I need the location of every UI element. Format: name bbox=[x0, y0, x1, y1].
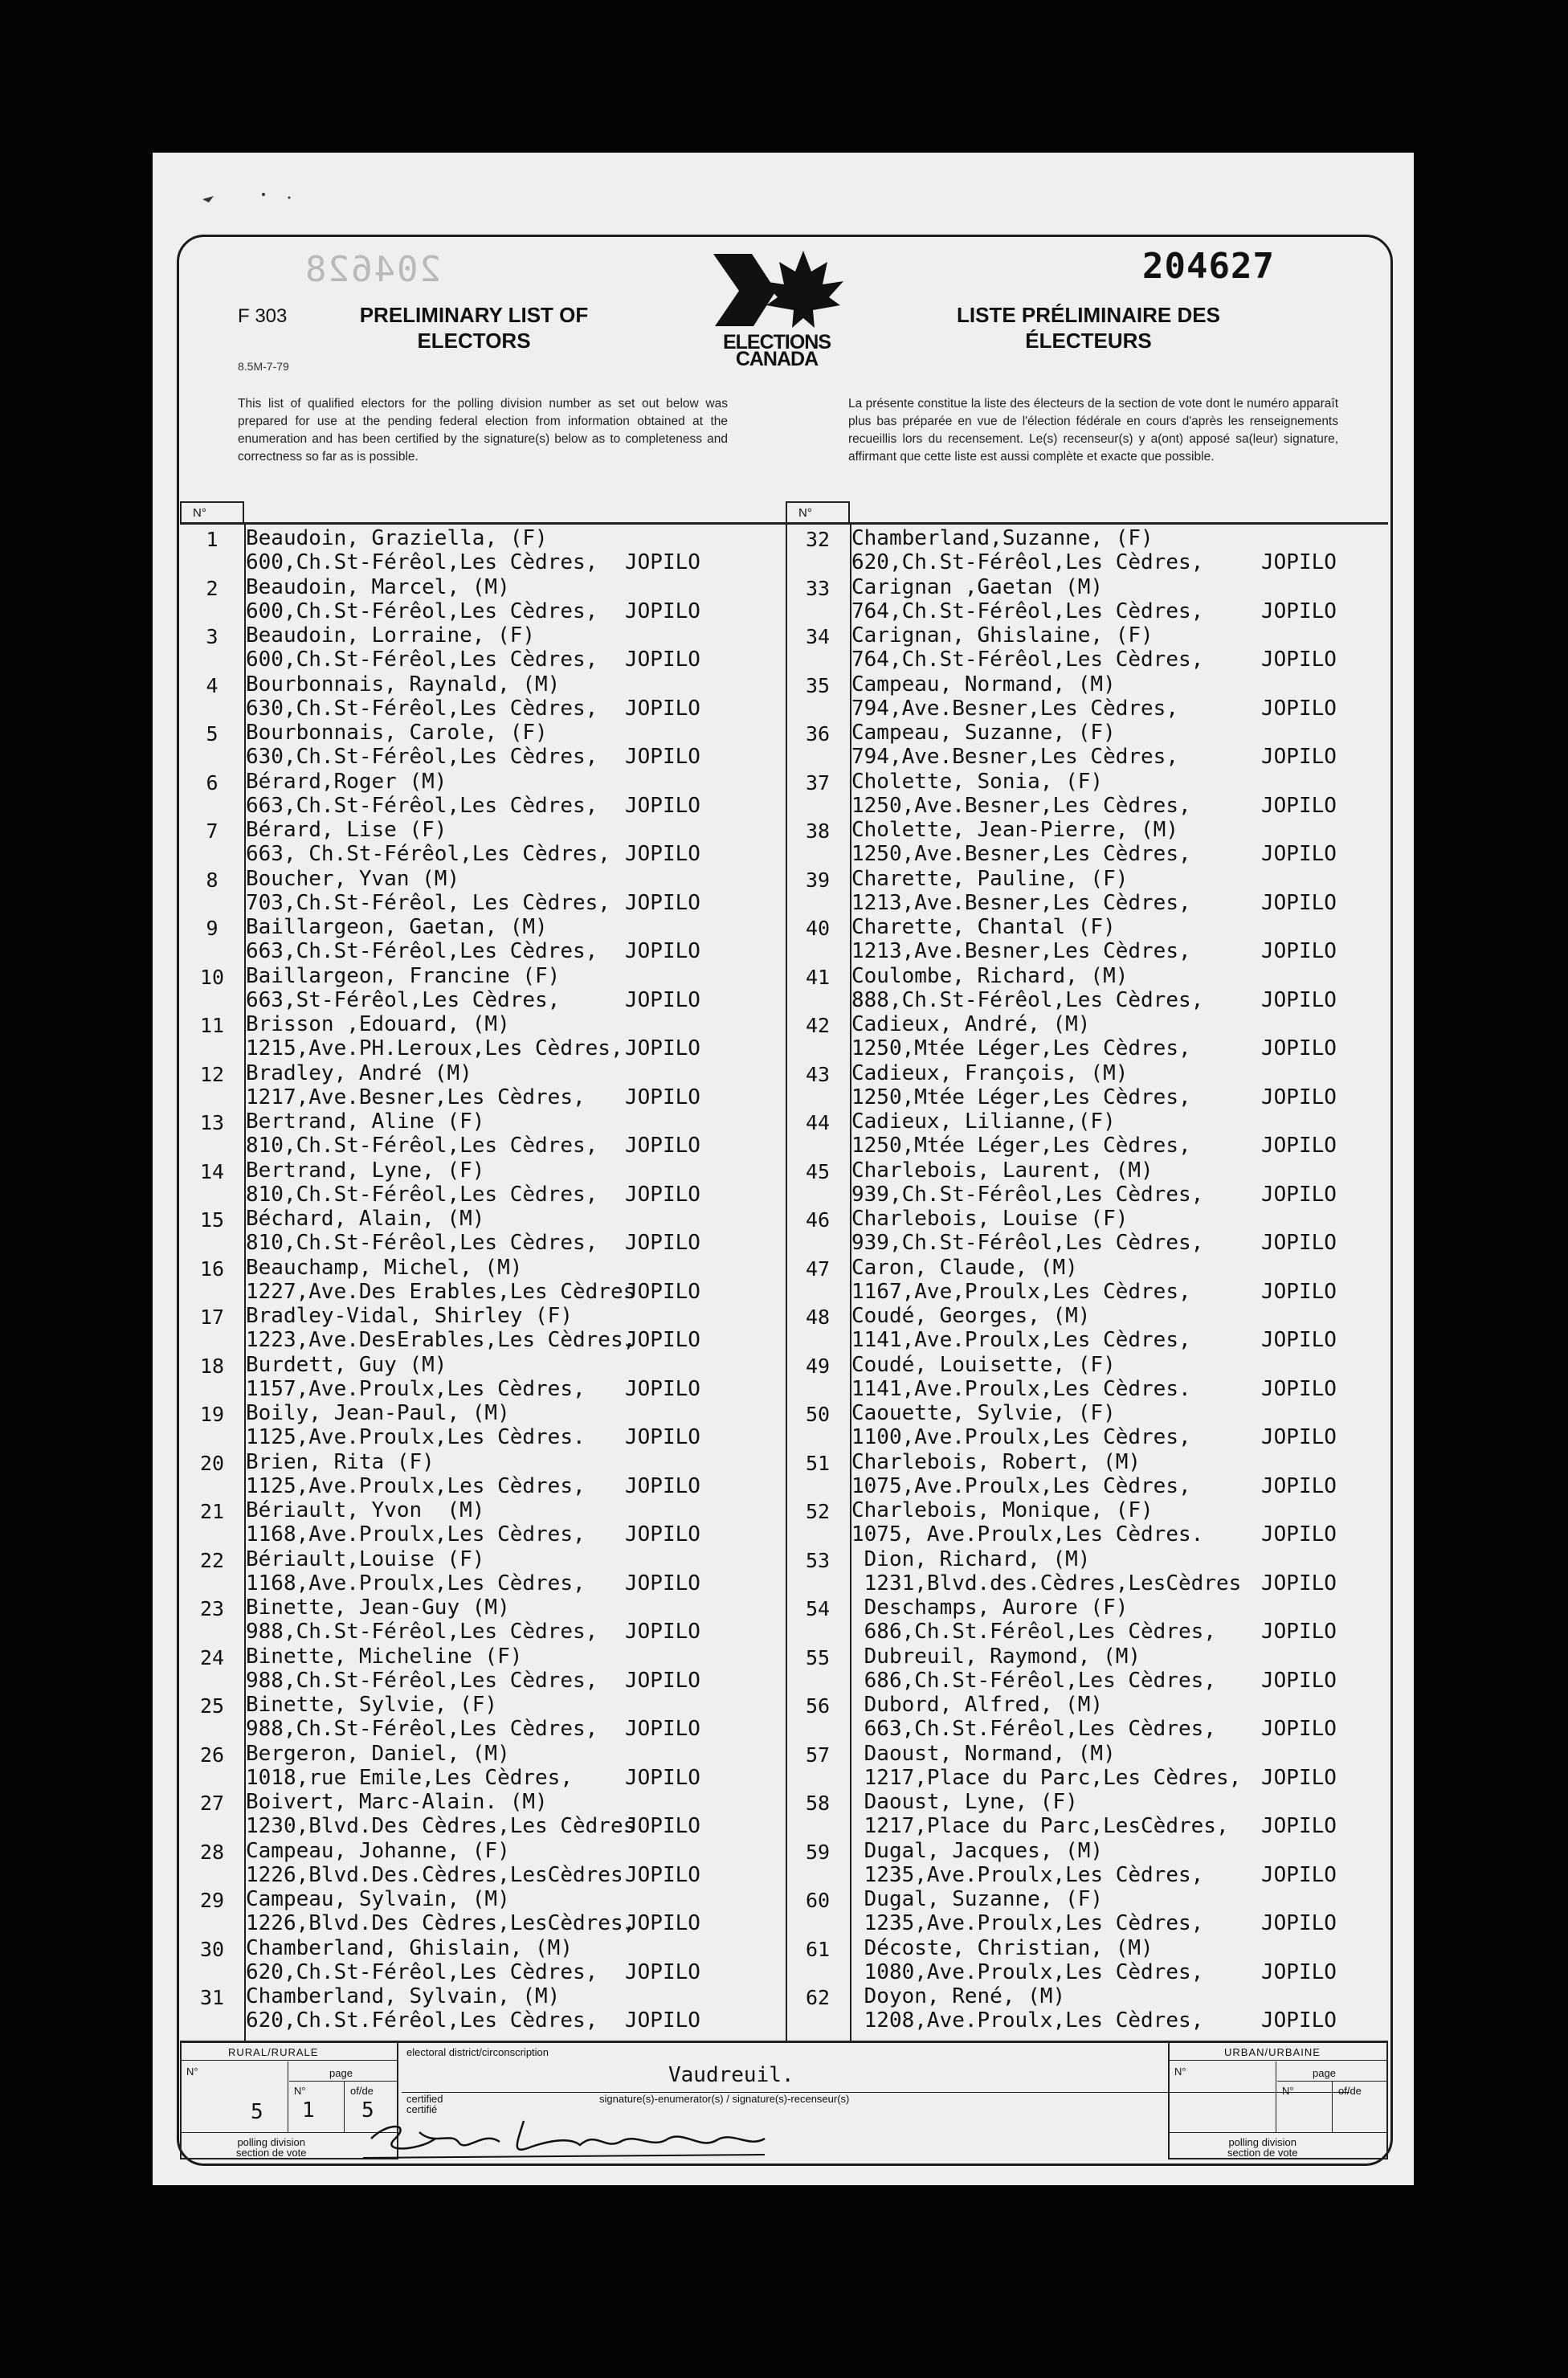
elector-name: Brisson ,Edouard, (M) bbox=[246, 1012, 510, 1036]
elector-name: Brien, Rita (F) bbox=[246, 1449, 435, 1474]
elector-address: 810,Ch.St-Férêol,Les Cèdres, bbox=[246, 1134, 598, 1158]
elector-name: Dugal, Suzanne, (F) bbox=[851, 1887, 1104, 1911]
divider bbox=[180, 2060, 398, 2061]
elector-address: 810,Ch.St-Férêol,Les Cèdres, bbox=[246, 1182, 598, 1207]
elector-postal-code: JOPILO bbox=[1261, 550, 1337, 574]
elector-number: 14 bbox=[199, 1159, 225, 1183]
elector-address: 663,Ch.St-Férêol,Les Cèdres, bbox=[246, 793, 598, 818]
elector-number: 35 bbox=[805, 673, 831, 697]
elector-address: 988,Ch.St-Férêol,Les Cèdres, bbox=[246, 1620, 598, 1644]
elector-number: 28 bbox=[199, 1840, 225, 1864]
elector-postal-code: JOPILO bbox=[1261, 1862, 1337, 1887]
logo-line-1: ELECTIONS bbox=[722, 331, 831, 353]
elector-postal-code: JOPILO bbox=[625, 793, 700, 818]
page-number: 1 bbox=[302, 2098, 315, 2123]
elector-postal-code: JOPILO bbox=[625, 1620, 700, 1644]
elector-name: Binette, Sylvie, (F) bbox=[246, 1693, 498, 1717]
elector-postal-code: JOPILO bbox=[1261, 648, 1337, 672]
elector-address: 1217,Place du Parc,Les Cèdres, bbox=[851, 1765, 1242, 1790]
urban-page-of-label: of/de bbox=[1338, 2085, 1362, 2097]
elector-address: 600,Ch.St-Férêol,Les Cèdres, bbox=[246, 550, 598, 574]
elector-name: Binette, Jean-Guy (M) bbox=[246, 1596, 510, 1620]
elector-postal-code: JOPILO bbox=[1261, 1814, 1337, 1838]
elector-postal-code: JOPILO bbox=[1261, 1328, 1337, 1352]
elector-postal-code: JOPILO bbox=[625, 1959, 700, 1984]
elector-number: 33 bbox=[805, 576, 831, 600]
elector-postal-code: JOPILO bbox=[1261, 1279, 1337, 1304]
elector-number: 34 bbox=[805, 625, 831, 648]
elector-postal-code: JOPILO bbox=[625, 2008, 700, 2033]
elector-address: 939,Ch.St-Férêol,Les Cèdres, bbox=[851, 1231, 1204, 1255]
elector-address: 686,Ch.St-Férêol,Les Cèdres, bbox=[851, 1668, 1216, 1693]
elector-number: 52 bbox=[805, 1500, 831, 1523]
elector-name: Deschamps, Aurore (F) bbox=[851, 1596, 1129, 1620]
elector-postal-code: JOPILO bbox=[1261, 1765, 1337, 1790]
elector-name: Chamberland, Ghislain, (M) bbox=[246, 1935, 573, 1960]
elector-number: 41 bbox=[805, 965, 831, 989]
elector-name: Béchard, Alain, (M) bbox=[246, 1207, 485, 1231]
elector-number: 32 bbox=[805, 528, 831, 551]
intro-french: La présente constitue la liste des électeurs de la section de vote dont le numéro apparaît plus bas préparée en vue de l'élection fédérale en cours d'après les renseignements recueillis lors du recensement. Le(s) recenseur(s) y a(ont) apposé sa(leur) signature, affirmant que cette liste est aussi complète et exacte que possible. bbox=[848, 397, 1338, 464]
divider bbox=[1168, 2060, 1388, 2061]
elector-number: 20 bbox=[199, 1451, 225, 1475]
elector-name: Beaudoin, Lorraine, (F) bbox=[246, 623, 536, 648]
elector-name: Daoust, Lyne, (F) bbox=[851, 1790, 1078, 1814]
elector-number: 17 bbox=[199, 1305, 225, 1329]
elector-address: 1226,Blvd.Des Cèdres,LesCèdres, bbox=[246, 1911, 636, 1935]
elector-address: 1250,Ave.Besner,Les Cèdres, bbox=[851, 842, 1191, 866]
elector-name: Charlebois, Louise (F) bbox=[851, 1207, 1129, 1231]
column-divider bbox=[786, 525, 787, 2041]
elector-address: 663,Ch.St-Férêol,Les Cèdres, bbox=[246, 939, 598, 963]
elector-number: 42 bbox=[805, 1014, 831, 1037]
elector-address: 1075, Ave.Proulx,Les Cèdres. bbox=[851, 1522, 1204, 1547]
elector-postal-code: JOPILO bbox=[1261, 793, 1337, 818]
page-label: page bbox=[329, 2067, 353, 2079]
elector-name: Caouette, Sylvie, (F) bbox=[851, 1401, 1116, 1425]
elector-address: 1217,Place du Parc,LesCèdres, bbox=[851, 1814, 1229, 1838]
elector-name: Bertrand, Lyne, (F) bbox=[246, 1158, 485, 1183]
elector-address: 988,Ch.St-Férêol,Les Cèdres, bbox=[246, 1668, 598, 1693]
elector-postal-code: JOPILO bbox=[1261, 1911, 1337, 1935]
elector-address: 939,Ch.St-Férêol,Les Cèdres, bbox=[851, 1182, 1204, 1207]
elector-number: 53 bbox=[805, 1548, 831, 1572]
urban-page-label: page bbox=[1313, 2067, 1336, 2079]
elector-postal-code: JOPILO bbox=[1261, 1959, 1337, 1984]
elector-name: Dubord, Alfred, (M) bbox=[851, 1693, 1104, 1717]
elector-postal-code: JOPILO bbox=[1261, 939, 1337, 963]
elector-name: Bériault, Yvon (M) bbox=[246, 1498, 485, 1522]
elector-address: 1250,Mtée Léger,Les Cèdres, bbox=[851, 1134, 1191, 1158]
elector-postal-code: JOPILO bbox=[1261, 1717, 1337, 1741]
form-print-date: 8.5M-7-79 bbox=[238, 360, 289, 373]
elector-postal-code: JOPILO bbox=[625, 1717, 700, 1741]
elector-name: Beaudoin, Graziella, (F) bbox=[246, 526, 548, 550]
elector-name: Coulombe, Richard, (M) bbox=[851, 963, 1129, 988]
elector-name: Bergeron, Daniel, (M) bbox=[246, 1741, 510, 1766]
elector-name: Caron, Claude, (M) bbox=[851, 1255, 1078, 1280]
elector-number: 60 bbox=[805, 1889, 831, 1912]
elector-address: 1125,Ave.Proulx,Les Cèdres, bbox=[246, 1473, 586, 1498]
elector-postal-code: JOPILO bbox=[625, 1425, 700, 1449]
elector-address: 1167,Ave,Proulx,Les Cèdres, bbox=[851, 1279, 1191, 1304]
elector-number: 15 bbox=[199, 1208, 225, 1232]
elector-postal-code: JOPILO bbox=[1261, 1522, 1337, 1547]
elector-address: 1231,Blvd.des.Cèdres,LesCèdres bbox=[851, 1571, 1242, 1596]
elector-name: Coudé, Georges, (M) bbox=[851, 1304, 1091, 1328]
elector-postal-code: JOPILO bbox=[1261, 696, 1337, 721]
elector-name: Boily, Jean-Paul, (M) bbox=[246, 1401, 510, 1425]
elector-address: 1168,Ave.Proulx,Les Cèdres, bbox=[246, 1522, 586, 1547]
elector-postal-code: JOPILO bbox=[1261, 1134, 1337, 1158]
elector-number: 7 bbox=[206, 819, 218, 843]
elector-postal-code: JOPILO bbox=[625, 1814, 700, 1838]
elector-address: 888,Ch.St-Férêol,Les Cèdres, bbox=[851, 987, 1204, 1012]
serial-number: 204627 bbox=[1142, 246, 1275, 287]
elector-name: Bradley, André (M) bbox=[246, 1060, 472, 1085]
urban-no-label: N° bbox=[1174, 2065, 1186, 2078]
elector-name: Cadieux, François, (M) bbox=[851, 1060, 1129, 1085]
elector-number: 47 bbox=[805, 1256, 831, 1281]
elector-postal-code: JOPILO bbox=[1261, 1668, 1337, 1693]
elector-number: 16 bbox=[199, 1256, 225, 1281]
elector-postal-code: JOPILO bbox=[625, 1473, 700, 1498]
divider bbox=[1168, 2132, 1388, 2134]
elector-name: Baillargeon, Francine (F) bbox=[246, 963, 561, 988]
elector-postal-code: JOPILO bbox=[625, 1376, 700, 1401]
elector-address: 1230,Blvd.Des Cèdres,Les Cèdres bbox=[246, 1814, 636, 1838]
page-total: 5 bbox=[361, 2098, 374, 2123]
elector-address: 1157,Ave.Proulx,Les Cèdres, bbox=[246, 1376, 586, 1401]
elector-number: 8 bbox=[206, 868, 218, 892]
elector-number: 56 bbox=[805, 1694, 831, 1718]
elector-name: Doyon, René, (M) bbox=[851, 1984, 1066, 2008]
form-sheet bbox=[153, 153, 1414, 2185]
elector-number: 45 bbox=[805, 1159, 831, 1183]
elector-address: 1018,rue Emile,Les Cèdres, bbox=[246, 1765, 573, 1790]
elector-postal-code: JOPILO bbox=[625, 1231, 700, 1255]
elector-name: Boucher, Yvan (M) bbox=[246, 866, 460, 891]
elector-number: 57 bbox=[805, 1743, 831, 1767]
elector-name: Cholette, Sonia, (F) bbox=[851, 769, 1104, 794]
elector-table bbox=[180, 522, 1388, 2043]
elector-number: 27 bbox=[199, 1792, 225, 1815]
elector-number: 31 bbox=[199, 1986, 225, 2009]
elector-postal-code: JOPILO bbox=[1261, 599, 1337, 623]
elector-address: 1100,Ave.Proulx,Les Cèdres, bbox=[851, 1425, 1191, 1449]
district-label: electoral district/circonscription bbox=[406, 2046, 549, 2058]
elector-address: 1250,Ave.Besner,Les Cèdres, bbox=[851, 793, 1191, 818]
elector-name: Décoste, Christian, (M) bbox=[851, 1935, 1154, 1960]
elector-address: 630,Ch.St-Férêol,Les Cèdres, bbox=[246, 696, 598, 721]
elector-address: 794,Ave.Besner,Les Cèdres, bbox=[851, 696, 1178, 721]
elector-postal-code: JOPILO bbox=[625, 745, 700, 769]
elector-address: 810,Ch.St-Férêol,Les Cèdres, bbox=[246, 1231, 598, 1255]
elector-number: 24 bbox=[199, 1645, 225, 1669]
urban-label: URBAN/URBAINE bbox=[1224, 2046, 1321, 2058]
elector-name: Charlebois, Robert, (M) bbox=[851, 1449, 1141, 1474]
elector-postal-code: JOPILO bbox=[1261, 1620, 1337, 1644]
elector-name: Campeau, Sylvain, (M) bbox=[246, 1887, 510, 1911]
elector-address: 1250,Mtée Léger,Les Cèdres, bbox=[851, 1036, 1191, 1060]
elector-address: 620,Ch.St-Férêol,Les Cèdres, bbox=[851, 550, 1204, 574]
elector-address: 1208,Ave.Proulx,Les Cèdres, bbox=[851, 2008, 1204, 2033]
elector-number: 3 bbox=[206, 625, 218, 648]
title-french: LISTE PRÉLIMINAIRE DES ÉLECTEURS bbox=[957, 303, 1220, 353]
elector-postal-code: JOPILO bbox=[625, 939, 700, 963]
elector-address: 794,Ave.Besner,Les Cèdres, bbox=[851, 745, 1178, 769]
elector-postal-code: JOPILO bbox=[625, 890, 700, 915]
elector-number: 12 bbox=[199, 1062, 225, 1086]
elector-postal-code: JOPILO bbox=[625, 550, 700, 574]
elector-number: 48 bbox=[805, 1305, 831, 1329]
elector-name: Bérard, Lise (F) bbox=[246, 818, 447, 842]
elector-postal-code: JOPILO bbox=[625, 1328, 700, 1352]
elector-name: Cadieux, André, (M) bbox=[851, 1012, 1091, 1036]
elector-name: Dubreuil, Raymond, (M) bbox=[851, 1644, 1141, 1669]
elector-address: 1235,Ave.Proulx,Les Cèdres, bbox=[851, 1862, 1204, 1887]
elector-address: 630,Ch.St-Férêol,Les Cèdres, bbox=[246, 745, 598, 769]
elector-number: 18 bbox=[199, 1354, 225, 1378]
elector-name: Binette, Micheline (F) bbox=[246, 1644, 523, 1669]
elector-number: 44 bbox=[805, 1111, 831, 1134]
elector-number: 43 bbox=[805, 1062, 831, 1086]
elector-number: 50 bbox=[805, 1403, 831, 1426]
enumerator-signature bbox=[363, 2114, 781, 2163]
urban-page-no-label: N° bbox=[1282, 2085, 1294, 2097]
elector-address: 764,Ch.St-Férêol,Les Cèdres, bbox=[851, 599, 1204, 623]
elector-address: 1235,Ave.Proulx,Les Cèdres, bbox=[851, 1911, 1204, 1935]
elector-number: 26 bbox=[199, 1743, 225, 1767]
elector-address: 663, Ch.St-Férêol,Les Cèdres, bbox=[246, 842, 610, 866]
elector-address: 620,Ch.St.Férêol,Les Cèdres, bbox=[246, 2008, 598, 2033]
divider bbox=[1332, 2081, 1333, 2132]
elector-name: Bérard,Roger (M) bbox=[246, 769, 447, 794]
number-header-right: N° bbox=[786, 501, 850, 522]
signature-label: signature(s)-enumerator(s) / signature(s)-recenseur(s) bbox=[599, 2093, 850, 2105]
elector-number: 13 bbox=[199, 1111, 225, 1134]
elector-name: Baillargeon, Gaetan, (M) bbox=[246, 915, 548, 939]
elector-postal-code: JOPILO bbox=[1261, 1571, 1337, 1596]
elector-number: 38 bbox=[805, 819, 831, 843]
elector-number: 25 bbox=[199, 1694, 225, 1718]
logo-line-2: CANADA bbox=[735, 348, 819, 370]
elector-postal-code: JOPILO bbox=[1261, 1085, 1337, 1109]
elector-postal-code: JOPILO bbox=[1261, 987, 1337, 1012]
elector-number: 11 bbox=[199, 1014, 225, 1037]
elector-number: 21 bbox=[199, 1500, 225, 1523]
elector-address: 663,Ch.St.Férêol,Les Cèdres, bbox=[851, 1717, 1216, 1741]
elector-name: Campeau, Johanne, (F) bbox=[246, 1838, 510, 1863]
elector-postal-code: JOPILO bbox=[1261, 1036, 1337, 1060]
district-value: Vaudreuil. bbox=[668, 2063, 794, 2087]
page-no-label: N° bbox=[294, 2085, 306, 2097]
elector-name: Charlebois, Laurent, (M) bbox=[851, 1158, 1154, 1183]
elector-number: 49 bbox=[805, 1354, 831, 1378]
elector-postal-code: JOPILO bbox=[625, 1085, 700, 1109]
elector-name: Campeau, Normand, (M) bbox=[851, 672, 1116, 697]
elector-address: 1250,Mtée Léger,Les Cèdres, bbox=[851, 1085, 1191, 1109]
elector-name: Cadieux, Lilianne,(F) bbox=[851, 1109, 1116, 1134]
form-number: F 303 bbox=[238, 305, 288, 327]
elector-name: Chamberland, Sylvain, (M) bbox=[246, 1984, 561, 2008]
elector-number: 29 bbox=[199, 1889, 225, 1912]
elector-name: Coudé, Louisette, (F) bbox=[851, 1352, 1116, 1377]
urban-polling-division-label: polling division section de vote bbox=[1227, 2136, 1298, 2159]
faded-serial-number: 204628 bbox=[304, 249, 441, 290]
elector-name: Dugal, Jacques, (M) bbox=[851, 1838, 1104, 1863]
elector-name: Beaudoin, Marcel, (M) bbox=[246, 574, 510, 599]
elector-postal-code: JOPILO bbox=[625, 1911, 700, 1935]
elector-postal-code: JOPILO bbox=[625, 1522, 700, 1547]
elector-name: Bériault,Louise (F) bbox=[246, 1547, 485, 1571]
elector-postal-code: JOPILO bbox=[625, 599, 700, 623]
elector-number: 1 bbox=[206, 528, 218, 551]
elector-postal-code: JOPILO bbox=[625, 1134, 700, 1158]
elector-number: 61 bbox=[805, 1937, 831, 1961]
elector-number: 59 bbox=[805, 1840, 831, 1864]
elector-number: 62 bbox=[805, 1986, 831, 2009]
elector-number: 23 bbox=[199, 1597, 225, 1620]
elector-postal-code: JOPILO bbox=[1261, 1425, 1337, 1449]
elector-postal-code: JOPILO bbox=[625, 648, 700, 672]
elector-name: Charette, Pauline, (F) bbox=[851, 866, 1129, 891]
stray-marks bbox=[201, 177, 297, 209]
title-english: PRELIMINARY LIST OF ELECTORS bbox=[359, 303, 589, 353]
elector-number: 10 bbox=[199, 965, 225, 989]
elector-address: 1226,Blvd.Des.Cèdres,LesCèdres bbox=[246, 1862, 623, 1887]
elector-postal-code: JOPILO bbox=[625, 1862, 700, 1887]
rural-label: RURAL/RURALE bbox=[228, 2046, 319, 2058]
elector-address: 1080,Ave.Proulx,Les Cèdres, bbox=[851, 1959, 1204, 1984]
elector-postal-code: JOPILO bbox=[1261, 890, 1337, 915]
form-footer bbox=[180, 2041, 1388, 2161]
elector-postal-code: JOPILO bbox=[1261, 1473, 1337, 1498]
elector-number: 46 bbox=[805, 1208, 831, 1232]
elector-name: Bertrand, Aline (F) bbox=[246, 1109, 485, 1134]
elector-postal-code: JOPILO bbox=[625, 1036, 700, 1060]
elector-address: 686,Ch.St.Férêol,Les Cèdres, bbox=[851, 1620, 1216, 1644]
elector-address: 1217,Ave.Besner,Les Cèdres, bbox=[246, 1085, 586, 1109]
polling-division-label: polling division section de vote bbox=[236, 2136, 307, 2159]
elector-number: 22 bbox=[199, 1548, 225, 1572]
elector-name: Cholette, Jean-Pierre, (M) bbox=[851, 818, 1178, 842]
elector-address: 1141,Ave.Proulx,Les Cèdres. bbox=[851, 1376, 1191, 1401]
elector-number: 36 bbox=[805, 722, 831, 746]
elector-address: 663,St-Férêol,Les Cèdres, bbox=[246, 987, 561, 1012]
elector-number: 37 bbox=[805, 770, 831, 795]
elector-postal-code: JOPILO bbox=[625, 987, 700, 1012]
elector-name: Carignan ,Gaetan (M) bbox=[851, 574, 1104, 599]
elector-address: 600,Ch.St-Férêol,Les Cèdres, bbox=[246, 599, 598, 623]
elector-address: 988,Ch.St-Férêol,Les Cèdres, bbox=[246, 1717, 598, 1741]
elector-postal-code: JOPILO bbox=[1261, 745, 1337, 769]
elector-number: 5 bbox=[206, 722, 218, 746]
elector-address: 1213,Ave.Besner,Les Cèdres, bbox=[851, 939, 1191, 963]
elector-address: 1168,Ave.Proulx,Les Cèdres, bbox=[246, 1571, 586, 1596]
elector-name: Campeau, Suzanne, (F) bbox=[851, 721, 1116, 745]
elector-address: 1223,Ave.DesErables,Les Cèdres, bbox=[246, 1328, 636, 1352]
elector-postal-code: JOPILO bbox=[625, 1668, 700, 1693]
elector-number: 40 bbox=[805, 917, 831, 940]
elector-number: 39 bbox=[805, 868, 831, 892]
elector-postal-code: JOPILO bbox=[1261, 842, 1337, 866]
elector-address: 1227,Ave.Des Erables,Les Cèdres bbox=[246, 1279, 636, 1304]
elector-name: Chamberland,Suzanne, (F) bbox=[851, 526, 1154, 550]
elector-name: Dion, Richard, (M) bbox=[851, 1547, 1091, 1571]
elector-postal-code: JOPILO bbox=[625, 1571, 700, 1596]
elector-address: 703,Ch.St-Férêol, Les Cèdres, bbox=[246, 890, 610, 915]
elector-number: 55 bbox=[805, 1645, 831, 1669]
intro-english: This list of qualified electors for the polling division number as set out below was prepared for use at the pending federal election from information obtained at the enumeration and has been certified by the signature(s) below as to completeness and correctness so far as is possible. bbox=[238, 397, 728, 464]
polling-no-label: N° bbox=[186, 2065, 198, 2078]
elector-address: 620,Ch.St-Férêol,Les Cèdres, bbox=[246, 1959, 598, 1984]
elector-name: Bradley-Vidal, Shirley (F) bbox=[246, 1304, 573, 1328]
number-header-left: N° bbox=[180, 501, 244, 522]
elector-postal-code: JOPILO bbox=[1261, 1376, 1337, 1401]
elector-name: Daoust, Normand, (M) bbox=[851, 1741, 1116, 1766]
elector-name: Bourbonnais, Raynald, (M) bbox=[246, 672, 561, 697]
elector-number: 30 bbox=[199, 1937, 225, 1961]
elector-postal-code: JOPILO bbox=[1261, 1182, 1337, 1207]
elector-postal-code: JOPILO bbox=[625, 842, 700, 866]
elector-number: 51 bbox=[805, 1451, 831, 1475]
polling-division-number: 5 bbox=[251, 2100, 263, 2124]
divider bbox=[344, 2081, 345, 2132]
page-of-label: of/de bbox=[350, 2085, 374, 2097]
elector-postal-code: JOPILO bbox=[625, 1279, 700, 1304]
elector-number: 19 bbox=[199, 1403, 225, 1426]
elector-postal-code: JOPILO bbox=[625, 1765, 700, 1790]
elector-name: Beauchamp, Michel, (M) bbox=[246, 1255, 523, 1280]
certified-label: certified certifié bbox=[406, 2093, 443, 2115]
elector-name: Boivert, Marc-Alain. (M) bbox=[246, 1790, 548, 1814]
elector-postal-code: JOPILO bbox=[1261, 1231, 1337, 1255]
elector-address: 1213,Ave.Besner,Les Cèdres, bbox=[851, 890, 1191, 915]
elector-name: Carignan, Ghislaine, (F) bbox=[851, 623, 1154, 648]
elector-name: Charette, Chantal (F) bbox=[851, 915, 1116, 939]
elector-number: 6 bbox=[206, 770, 218, 795]
elector-postal-code: JOPILO bbox=[625, 696, 700, 721]
elections-canada-wordmark bbox=[708, 331, 845, 370]
elector-address: 1141,Ave.Proulx,Les Cèdres, bbox=[851, 1328, 1191, 1352]
elector-number: 2 bbox=[206, 576, 218, 600]
elector-name: Bourbonnais, Carole, (F) bbox=[246, 721, 548, 745]
elector-name: Charlebois, Monique, (F) bbox=[851, 1498, 1154, 1522]
elector-number: 54 bbox=[805, 1597, 831, 1620]
elector-number: 58 bbox=[805, 1792, 831, 1815]
elector-address: 1125,Ave.Proulx,Les Cèdres. bbox=[246, 1425, 586, 1449]
elector-address: 1075,Ave.Proulx,Les Cèdres, bbox=[851, 1473, 1191, 1498]
elector-address: 600,Ch.St-Férêol,Les Cèdres, bbox=[246, 648, 598, 672]
elector-address: 764,Ch.St-Férêol,Les Cèdres, bbox=[851, 648, 1204, 672]
elector-address: 1215,Ave.PH.Leroux,Les Cèdres, bbox=[246, 1036, 623, 1060]
elector-name: Burdett, Guy (M) bbox=[246, 1352, 447, 1377]
elector-postal-code: JOPILO bbox=[1261, 2008, 1337, 2033]
elector-postal-code: JOPILO bbox=[625, 1182, 700, 1207]
elector-number: 9 bbox=[206, 917, 218, 940]
elector-number: 4 bbox=[206, 673, 218, 697]
